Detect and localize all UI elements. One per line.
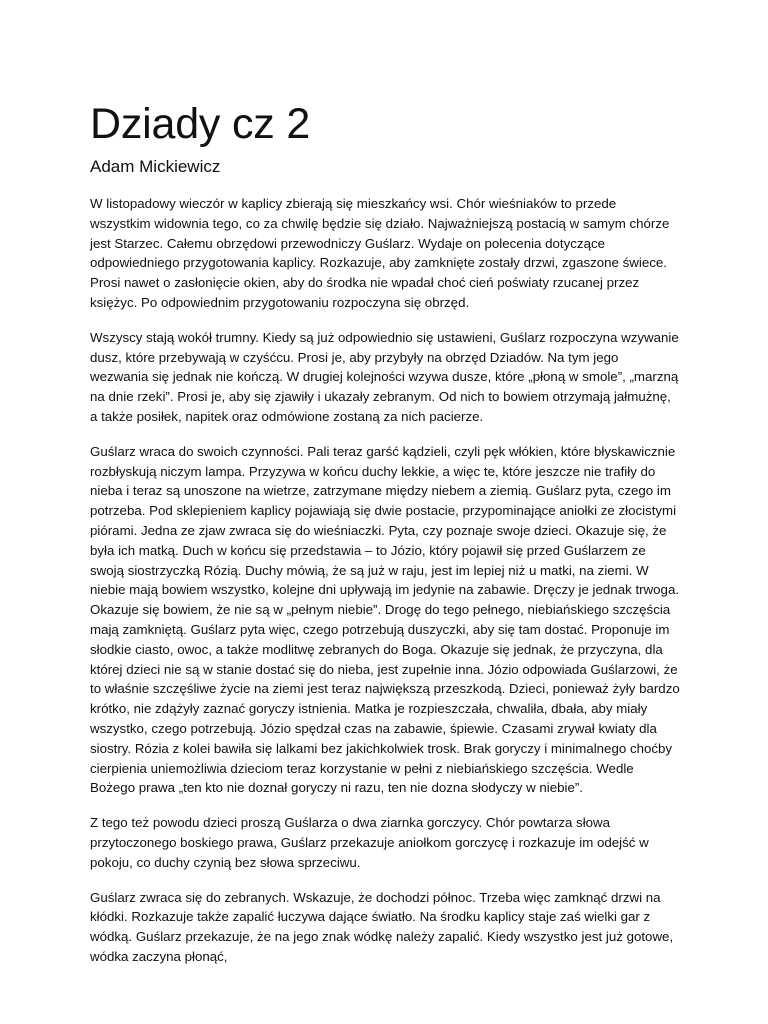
- paragraph-5: Guślarz zwraca się do zebranych. Wskazuje, że dochodzi północ. Trzeba więc zamknąć drzwi na kłódki. Rozkazuje także zapalić łuczywa dające światło. Na środku kaplicy staje zaś wielki gar z wódką. Guślarz przekazuje, że na jego znak wódkę należy zapalić. Kiedy wszystko jest już gotowe, wódka zaczyna płonąć,: [90, 889, 674, 964]
- document-title: Dziady cz 2: [90, 100, 311, 148]
- document-author: Adam Mickiewicz: [90, 157, 221, 176]
- paragraph-3: Guślarz wraca do swoich czynności. Pali teraz garść kądzieli, czyli pęk włókien, które błyskawicznie rozbłyskują niczym lampa. Przyzywa w końcu duchy lekkie, a więc te, które jeszcze nie trafiły do nieba i teraz są unoszone na wietrze, zatrzymane między niebem a ziemią. Guślarz pyta, czego im potrzeba. Pod sklepieniem kaplicy pojawiają się dwie postacie, przypominające aniołki ze złocistymi piórami. Jedna ze zjaw zwraca się do wieśniaczki. Pyta, czy poznaje swoje dzieci. Okazuje się, że była ich matką. Duch w końcu się przedstawia – to Józio, który pojawił się przed Guślarzem ze swoją siostrzyczką Rózią. Duchy mówią, że są już w raju, jest im lepiej niż u matki, na ziemi. W niebie mają bowiem wszystko, kolejne dni upływają im jedynie na zabawie. Dręczy je jednak trwoga. Okazuje się bowiem, że nie są w „pełnym niebie”. Drogę do tego pełnego, niebiańskiego szczęścia mają zamkniętą. Guślarz pyta więc, czego potrzebują duszyczki, aby się tam dostać. Proponuje im słodkie ciasto, owoc, a także modlitwę zebranych do Boga. Okazuje się jednak, że przyczyna, dla której dzieci nie są w stanie dostać się do nieba, jest zupełnie inna. Józio odpowiada Guślarzowi, że to właśnie szczęśliwe życie na ziemi jest teraz największą przeszkodą. Dzieci, ponieważ żyły bardzo krótko, nie zdążyły zaznać goryczy istnienia. Matka je rozpieszczała, chwaliła, dbała, aby miały wszystko, czego potrzebują. Józio spędzał czas na zabawie, śpiewie. Czasami zrywał kwiaty dla siostry. Rózia z kolei bawiła się lalkami bez jakichkolwiek trosk. Brak goryczy i minimalnego choćby cierpienia uniemożliwia dzieciom teraz korzystanie w pełni z niebiańskiego szczęścia. Wedle Bożego prawa „ten kto nie doznał goryczy ni razu, ten nie dozna słodyczy w niebie”.: [90, 443, 680, 796]
- paragraph-4: Z tego też powodu dzieci proszą Guślarza o dwa ziarnka gorczycy. Chór powtarza słowa przytoczonego boskiego prawa, Guślarz przekazuje aniołkom gorczycę i rozkazuje im odejść w pokoju, co duchy czynią bez słowa sprzeciwu.: [90, 815, 649, 870]
- paragraph-2: Wszyscy stają wokół trumny. Kiedy są już odpowiednio się ustawieni, Guślarz rozpoczyna wzywanie dusz, które przebywają w czyśćcu. Prosi je, aby przybyły na obrzęd Dziadów. Na tym jego wezwania się jednak nie kończą. W drugiej kolejności wzywa dusze, które „płoną w smole”, „marzną na dnie rzeki”. Prosi je, aby się zjawiły i ukazały zebranym. Od nich to bowiem otrzymają jałmużnę, a także posiłek, napitek oraz odmówione zostaną za nich pacierze.: [90, 329, 679, 424]
- paragraph-1: W listopadowy wieczór w kaplicy zbierają się mieszkańcy wsi. Chór wieśniaków to przede wszystkim widownia tego, co za chwilę będzie się działo. Najważniejszą postacią w samym chórze jest Starzec. Całemu obrzędowi przewodniczy Guślarz. Wydaje on polecenia dotyczące odpowiedniego przygotowania kaplicy. Rozkazuje, aby zamknięte zostały drzwi, zgaszone świece. Prosi nawet o zasłonięcie okien, aby do środka nie wpadał choć cień poświaty rzucanej przez księżyc. Po odpowiednim przygotowaniu rozpoczyna się obrzęd.: [90, 196, 670, 310]
